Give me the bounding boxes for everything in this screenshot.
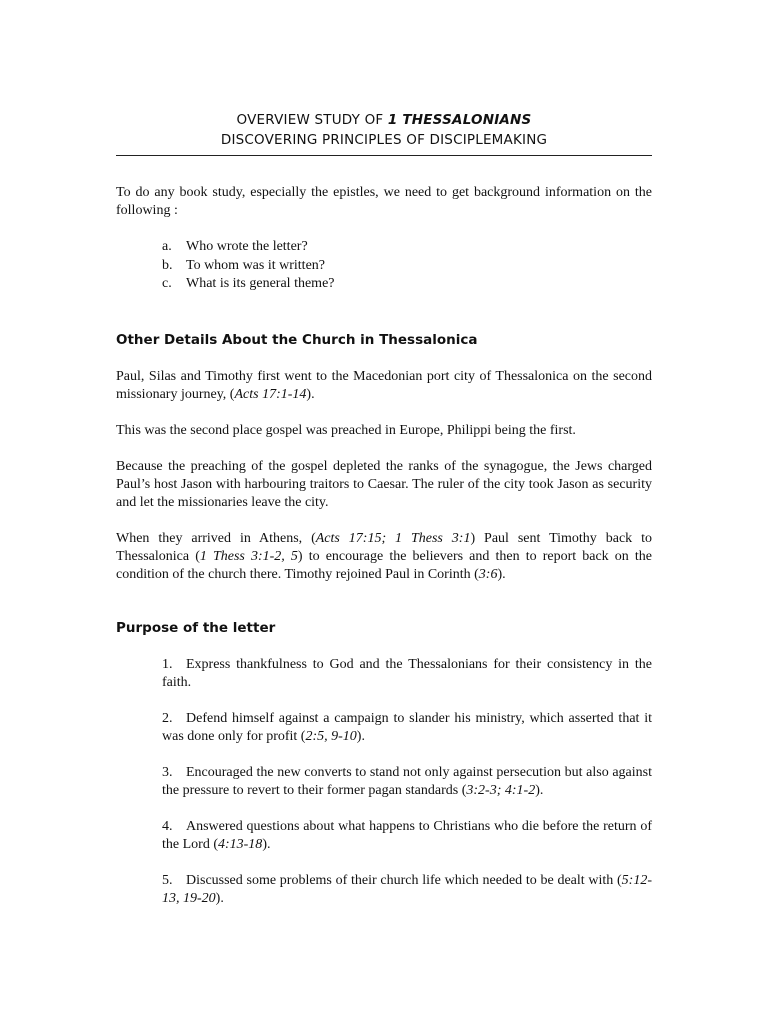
- list-text: Express thankfulness to God and the Thessalonians for their consistency in the faith.: [162, 656, 652, 690]
- list-text-end: ).: [356, 728, 365, 744]
- title-rule: [116, 155, 652, 156]
- background-questions-list: [116, 238, 652, 294]
- list-text: To whom was it written?: [186, 257, 325, 273]
- scripture-reference: 3:2-3; 4:1-2: [466, 782, 536, 798]
- paragraph-text: ).: [306, 386, 315, 402]
- details-paragraph-4: [116, 530, 652, 584]
- list-item: [162, 656, 652, 692]
- list-item: [162, 710, 652, 746]
- scripture-reference: 3:6: [478, 566, 498, 582]
- list-text: Who wrote the letter?: [186, 239, 308, 254]
- list-text: Answered questions about what happens to Christians who die before the return of the Lord (: [162, 818, 652, 852]
- paragraph-text: When they arrived in Athens, (: [116, 530, 316, 546]
- list-number: 3.: [162, 764, 173, 780]
- section-heading-purpose: Purpose of the letter: [116, 619, 276, 636]
- list-item: [162, 872, 652, 908]
- title-book: 1 THESSALONIANS: [387, 112, 532, 128]
- document-page: [116, 0, 652, 926]
- title-prefix: OVERVIEW STUDY OF: [236, 112, 388, 128]
- list-item: [162, 257, 652, 276]
- list-letter: b.: [162, 257, 173, 273]
- list-number: 5.: [162, 872, 173, 888]
- list-item: [162, 238, 652, 257]
- purpose-list: [116, 656, 652, 908]
- list-item: [162, 764, 652, 800]
- scripture-reference: 5:12-13, 19-20: [162, 872, 652, 906]
- list-text: Encouraged the new converts to stand not only against persecution but also against the pressure to revert to their former pagan standards (: [162, 764, 652, 798]
- list-item: [162, 275, 652, 294]
- intro-paragraph: To do any book study, especially the epistles, we need to get background information on the following :: [116, 185, 652, 218]
- list-number: 1.: [162, 656, 173, 672]
- scripture-reference: Acts 17:15; 1 Thess 3:1: [315, 530, 471, 546]
- scripture-reference: 1 Thess 3:1-2, 5: [199, 548, 298, 564]
- list-number: 2.: [162, 710, 173, 726]
- scripture-reference: 2:5, 9-10: [305, 728, 357, 744]
- list-text: Defend himself against a campaign to slander his ministry, which asserted that it was done only for profit (: [162, 710, 652, 744]
- list-text: What is its general theme?: [186, 276, 335, 291]
- list-text: Discussed some problems of their church life which needed to be dealt with (: [186, 872, 622, 888]
- list-number: 4.: [162, 818, 173, 834]
- paragraph-text: ).: [497, 566, 506, 582]
- list-text-end: ).: [262, 836, 271, 852]
- details-paragraph-2: This was the second place gospel was preached in Europe, Philippi being the first.: [116, 422, 576, 438]
- list-text-end: ).: [215, 890, 224, 906]
- list-item: [162, 818, 652, 854]
- list-letter: c.: [162, 276, 172, 291]
- section-heading-details: Other Details About the Church in Thessalonica: [116, 331, 478, 348]
- document-subtitle: DISCOVERING PRINCIPLES OF DISCIPLEMAKING: [220, 132, 548, 148]
- paragraph-text: ) to encourage the believers and then to report back on the condition of the church there. Timothy rejoined Paul in Corinth (: [116, 548, 652, 582]
- details-paragraph-1: [116, 368, 652, 404]
- scripture-reference: 4:13-18: [217, 836, 263, 852]
- details-paragraph-3: Because the preaching of the gospel depleted the ranks of the synagogue, the Jews charged Paul’s host Jason with harbouring traitors to Caesar. The ruler of the city took Jason as security and let the missionaries leave the city.: [116, 458, 652, 510]
- scripture-reference: Acts 17:1-14: [234, 386, 307, 402]
- paragraph-text: ) Paul sent Timothy back to Thessalonica (: [116, 530, 652, 564]
- document-title: [116, 0, 652, 130]
- list-letter: a.: [162, 239, 172, 254]
- list-text-end: ).: [535, 782, 544, 798]
- paragraph-text: Paul, Silas and Timothy first went to the Macedonian port city of Thessalonica on the second missionary journey, (: [116, 368, 652, 402]
